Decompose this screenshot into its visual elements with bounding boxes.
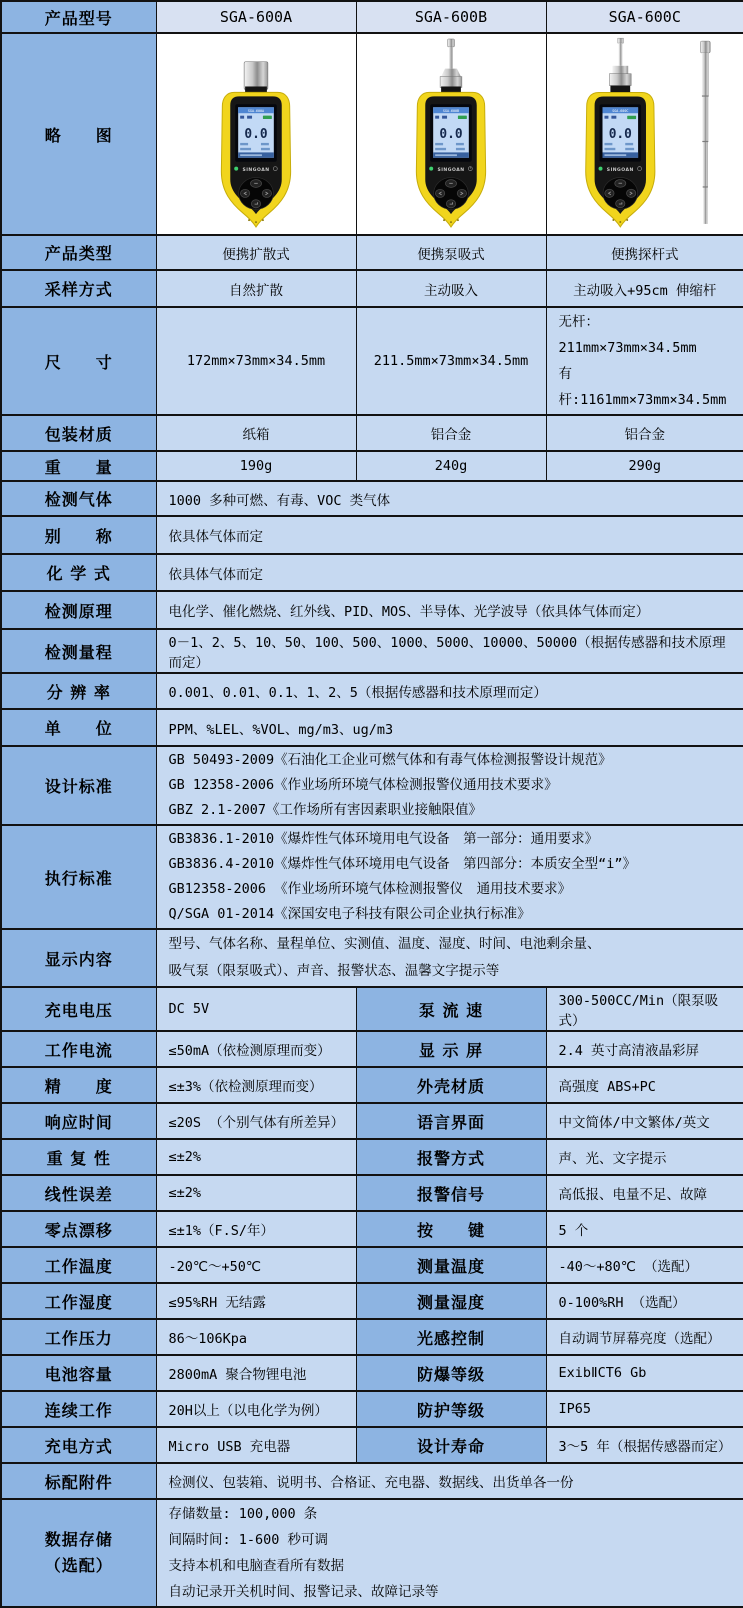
spec-value-cell: 高强度 ABS+PC <box>546 1067 743 1103</box>
spec-value-cell: DC 5V <box>156 987 356 1031</box>
value-display <box>156 929 743 987</box>
brand-label: SINGOAN <box>606 168 634 174</box>
label-size: 尺 寸 <box>1 307 156 415</box>
screen-reading: 0.0 <box>439 126 463 142</box>
spec-value-cell: ≤±2% <box>156 1139 356 1175</box>
label-alias: 别 称 <box>1 516 156 554</box>
table-row <box>1 1427 743 1463</box>
label-weight: 重 量 <box>1 451 156 481</box>
brand-label: SINGOAN <box>242 168 270 174</box>
spec-label-cell: 电池容量 <box>1 1355 156 1391</box>
status-led <box>598 167 602 171</box>
spec-value-cell: 0-100%RH （选配） <box>546 1283 743 1319</box>
sketch-row <box>1 33 743 235</box>
label-resolution: 分 辨 率 <box>1 673 156 709</box>
spec-label-cell: 充电方式 <box>1 1427 156 1463</box>
size-c-line2: 有杆:1161mm×73mm×34.5mm <box>558 366 727 408</box>
screen-model-label: SGA-600B <box>442 108 460 113</box>
display-line: 吸气泵（限泵吸式）、声音、报警状态、温馨文字提示等 <box>168 963 500 979</box>
status-led <box>429 167 433 171</box>
model-header-c: SGA-600C <box>546 1 743 33</box>
storage-line: 自动记录开关机时间、报警记录、故障记录等 <box>168 1584 439 1600</box>
label-unit: 单 位 <box>1 709 156 746</box>
screen-model-label: SGA-600A <box>247 108 265 113</box>
spec-label-cell: 工作温度 <box>1 1247 156 1283</box>
spec-value-cell: 2800mA 聚合物锂电池 <box>156 1355 356 1391</box>
screen-model-label: SGA-600C <box>611 108 629 113</box>
spec-label-cell: 工作湿度 <box>1 1283 156 1319</box>
spec-label-cell: 光感控制 <box>356 1319 546 1355</box>
label-principle: 检测原理 <box>1 591 156 629</box>
storage-line: 存储数量: 100,000 条 <box>168 1506 318 1522</box>
label-exec-std: 执行标准 <box>1 825 156 929</box>
value-principle: 电化学、催化燃烧、红外线、PID、MOS、半导体、光学波导（依具体气体而定） <box>156 591 743 629</box>
table-row <box>1 1319 743 1355</box>
value-gas: 1000 多种可燃、有毒、VOC 类气体 <box>156 481 743 516</box>
value-packaging-a: 纸箱 <box>156 415 356 451</box>
label-range: 检测量程 <box>1 629 156 673</box>
table-row <box>1 629 743 673</box>
spec-value-cell: Micro USB 充电器 <box>156 1427 356 1463</box>
table-row <box>1 1031 743 1067</box>
spec-label-cell: 报警信号 <box>356 1175 546 1211</box>
spec-label-cell: 重 复 性 <box>1 1139 156 1175</box>
spec-label-cell: 充电电压 <box>1 987 156 1031</box>
spec-value-cell: 高低报、电量不足、故障 <box>546 1175 743 1211</box>
spec-value-cell: 20H以上（以电化学为例） <box>156 1391 356 1427</box>
screen-reading: 0.0 <box>244 126 268 142</box>
value-weight-c: 290g <box>546 451 743 481</box>
spec-value-cell: ≤±3%（依检测原理而变） <box>156 1067 356 1103</box>
value-packaging-c: 铝合金 <box>546 415 743 451</box>
label-design-std: 设计标准 <box>1 746 156 825</box>
spec-label-cell: 防护等级 <box>356 1391 546 1427</box>
table-row <box>1 270 743 307</box>
spec-value-cell: 3～5 年（根据传感器而定） <box>546 1427 743 1463</box>
value-range: 0－1、2、5、10、50、100、500、1000、5000、10000、50000（根据传感器和技术原理而定） <box>156 629 743 673</box>
spec-label-cell: 报警方式 <box>356 1139 546 1175</box>
spec-label-cell: 工作电流 <box>1 1031 156 1067</box>
table-row <box>1 554 743 591</box>
spec-value-cell: 声、光、文字提示 <box>546 1139 743 1175</box>
table-row <box>1 1139 743 1175</box>
spec-label-cell: 语言界面 <box>356 1103 546 1139</box>
device-photo-cell-c <box>546 33 743 235</box>
value-weight-b: 240g <box>356 451 546 481</box>
table-row <box>1 451 743 481</box>
table-row <box>1 987 743 1031</box>
model-header-a: SGA-600A <box>156 1 356 33</box>
value-product-type-b: 便携泵吸式 <box>356 235 546 270</box>
spec-label-cell: 线性误差 <box>1 1175 156 1211</box>
device-photo-cell-a <box>156 33 356 235</box>
design-std-line: GBZ 2.1-2007《工作场所有害因素职业接触限值》 <box>168 802 483 818</box>
size-c-line1: 无杆：211mm×73mm×34.5mm <box>558 314 697 356</box>
value-resolution: 0.001、0.01、0.1、1、2、5（根据传感器和技术原理而定） <box>156 673 743 709</box>
table-row <box>1 591 743 629</box>
pump-probe-icon <box>609 38 631 92</box>
spec-value-cell: IP65 <box>546 1391 743 1427</box>
exec-std-line: Q/SGA 01-2014《深国安电子科技有限公司企业执行标准》 <box>168 906 531 922</box>
sensor-cap-icon <box>244 62 268 95</box>
device-screen <box>430 104 472 161</box>
gas-detector-illustration-a <box>186 36 326 232</box>
value-sampling-c: 主动吸入+95cm 伸缩杆 <box>546 270 743 307</box>
spec-label-cell: 连续工作 <box>1 1391 156 1427</box>
label-data-storage <box>1 1499 156 1607</box>
table-row <box>1 415 743 451</box>
spec-value-cell: ≤±2% <box>156 1175 356 1211</box>
value-size-a: 172mm×73mm×34.5mm <box>156 307 356 415</box>
table-row <box>1 235 743 270</box>
data-storage-label-line2: （选配） <box>44 1556 113 1575</box>
value-size-c <box>546 307 743 415</box>
header-label: 产品型号 <box>1 1 156 33</box>
spec-value-cell: 5 个 <box>546 1211 743 1247</box>
header-row <box>1 1 743 33</box>
spec-label-cell: 防爆等级 <box>356 1355 546 1391</box>
spec-label-cell: 响应时间 <box>1 1103 156 1139</box>
table-row <box>1 825 743 929</box>
table-row <box>1 1175 743 1211</box>
value-formula: 依具体气体而定 <box>156 554 743 591</box>
pump-probe-icon <box>440 39 462 94</box>
table-row <box>1 307 743 415</box>
telescopic-probe-rod <box>700 41 710 224</box>
gas-detector-illustration-b <box>381 36 521 232</box>
value-data-storage <box>156 1499 743 1607</box>
design-std-line: GB 12358-2006《作业场所环境气体检测报警仪通用技术要求》 <box>168 777 558 793</box>
value-unit: PPM、%LEL、%VOL、mg/m3、ug/m3 <box>156 709 743 746</box>
storage-line: 支持本机和电脑查看所有数据 <box>168 1558 344 1574</box>
device-screen <box>235 104 277 161</box>
spec-value-cell: ExibⅡCT6 Gb <box>546 1355 743 1391</box>
table-row <box>1 709 743 746</box>
table-row <box>1 1391 743 1427</box>
display-line: 型号、气体名称、量程单位、实测值、温度、湿度、时间、电池剩余量、 <box>168 936 601 952</box>
table-row <box>1 1067 743 1103</box>
label-accessories: 标配附件 <box>1 1463 156 1499</box>
table-row <box>1 929 743 987</box>
status-led <box>234 167 238 171</box>
storage-line: 间隔时间: 1-600 秒可调 <box>168 1532 329 1548</box>
screen-reading: 0.0 <box>608 126 632 142</box>
spec-label-cell: 零点漂移 <box>1 1211 156 1247</box>
spec-label-cell: 按 键 <box>356 1211 546 1247</box>
spec-value-cell: 300-500CC/Min（限泵吸式） <box>546 987 743 1031</box>
spec-value-cell: 2.4 英寸高清液晶彩屏 <box>546 1031 743 1067</box>
table-row <box>1 1355 743 1391</box>
brand-label: SINGOAN <box>437 168 465 174</box>
spec-value-cell: ≤50mA（依检测原理而变） <box>156 1031 356 1067</box>
design-std-line: GB 50493-2009《石油化工企业可燃气体和有毒气体检测报警设计规范》 <box>168 752 612 768</box>
label-gas: 检测气体 <box>1 481 156 516</box>
spec-value-cell: 中文简体/中文繁体/英文 <box>546 1103 743 1139</box>
value-sampling-a: 自然扩散 <box>156 270 356 307</box>
table-row <box>1 481 743 516</box>
table-row <box>1 1463 743 1499</box>
exec-std-line: GB3836.1-2010《爆炸性气体环境用电气设备 第一部分：通用要求》 <box>168 831 599 847</box>
spec-label-cell: 设计寿命 <box>356 1427 546 1463</box>
spec-value-cell: -40～+80℃ （选配） <box>546 1247 743 1283</box>
label-packaging: 包装材质 <box>1 415 156 451</box>
label-product-type: 产品类型 <box>1 235 156 270</box>
label-formula: 化 学 式 <box>1 554 156 591</box>
spec-value-cell: ≤±1%（F.S/年） <box>156 1211 356 1247</box>
sketch-label: 略 图 <box>1 33 156 235</box>
device-screen <box>599 104 641 161</box>
value-packaging-b: 铝合金 <box>356 415 546 451</box>
spec-value-cell: -20℃～+50℃ <box>156 1247 356 1283</box>
table-row <box>1 1283 743 1319</box>
value-sampling-b: 主动吸入 <box>356 270 546 307</box>
spec-value-cell: ≤20S （个别气体有所差异） <box>156 1103 356 1139</box>
table-row <box>1 1247 743 1283</box>
spec-label-cell: 工作压力 <box>1 1319 156 1355</box>
table-row <box>1 516 743 554</box>
value-product-type-a: 便携扩散式 <box>156 235 356 270</box>
table-row <box>1 746 743 825</box>
spec-label-cell: 测量湿度 <box>356 1283 546 1319</box>
spec-label-cell: 测量温度 <box>356 1247 546 1283</box>
value-exec-std <box>156 825 743 929</box>
table-row <box>1 1103 743 1139</box>
table-row <box>1 1499 743 1607</box>
value-weight-a: 190g <box>156 451 356 481</box>
table-row <box>1 673 743 709</box>
spec-label-cell: 显 示 屏 <box>356 1031 546 1067</box>
value-design-std <box>156 746 743 825</box>
value-alias: 依具体气体而定 <box>156 516 743 554</box>
gas-detector-illustration-c <box>561 36 729 232</box>
exec-std-line: GB12358-2006 《作业场所环境气体检测报警仪 通用技术要求》 <box>168 881 572 897</box>
value-size-b: 211.5mm×73mm×34.5mm <box>356 307 546 415</box>
spec-label-cell: 外壳材质 <box>356 1067 546 1103</box>
spec-value-cell: ≤95%RH 无结露 <box>156 1283 356 1319</box>
value-product-type-c: 便携探杆式 <box>546 235 743 270</box>
table-row <box>1 1211 743 1247</box>
device-photo-cell-b <box>356 33 546 235</box>
label-display: 显示内容 <box>1 929 156 987</box>
spec-value-cell: 86～106Kpa <box>156 1319 356 1355</box>
exec-std-line: GB3836.4-2010《爆炸性气体环境用电气设备 第四部分：本质安全型“i”》 <box>168 856 637 872</box>
spec-value-cell: 自动调节屏幕亮度（选配） <box>546 1319 743 1355</box>
value-accessories: 检测仪、包装箱、说明书、合格证、充电器、数据线、出货单各一份 <box>156 1463 743 1499</box>
data-storage-label-line1: 数据存储 <box>44 1530 113 1549</box>
spec-label-cell: 精 度 <box>1 1067 156 1103</box>
model-header-b: SGA-600B <box>356 1 546 33</box>
spec-label-cell: 泵 流 速 <box>356 987 546 1031</box>
label-sampling: 采样方式 <box>1 270 156 307</box>
